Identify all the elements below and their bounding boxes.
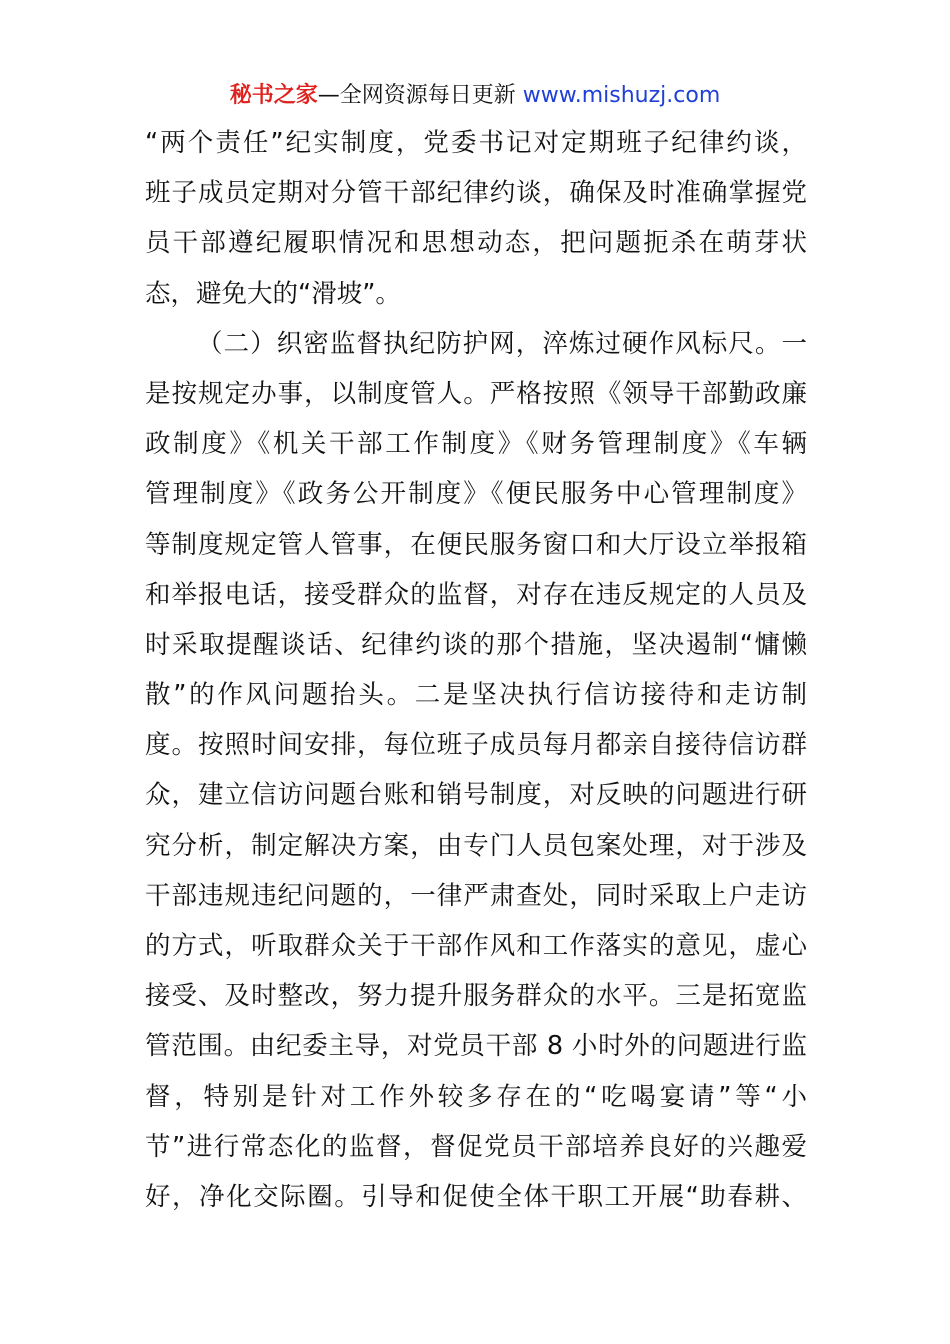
text-line: 是按规定办事，以制度管人。严格按照《领导干部勤政廉 [145,378,807,409]
text-line: 究分析，制定解决方案，由专门人员包案处理，对于涉及 [145,830,807,861]
text-line: 干部违规违纪问题的，一律严肃查处，同时采取上户走访 [145,880,807,911]
text-line: 好，净化交际圈。引导和促使全体干职工开展“助春耕、 [145,1181,807,1212]
text-line: 节”进行常态化的监督，督促党员干部培养良好的兴趣爱 [145,1131,807,1162]
header-tagline: —全网资源每日更新 [317,83,516,108]
brand-name: 秘书之家 [229,83,318,108]
text-line: 班子成员定期对分管干部纪律约谈，确保及时准确掌握党 [145,178,807,209]
text-line: 员干部遵纪履职情况和思想动态，把问题扼杀在萌芽状 [145,228,807,259]
text-line: 等制度规定管人管事，在便民服务窗口和大厅设立举报箱 [145,529,807,560]
document-body [145,118,807,1222]
text-line: 督，特别是针对工作外较多存在的“吃喝宴请”等“小 [145,1081,807,1112]
text-line: 众，建立信访问题台账和销号制度，对反映的问题进行研 [145,780,807,811]
text-line: 管理制度》《政务公开制度》《便民服务中心管理制度》 [145,479,807,510]
paragraph-start-line: （二）织密监督执纪防护网，淬炼过硬作风标尺。一 [197,328,807,359]
text-line: 和举报电话，接受群众的监督，对存在违反规定的人员及 [145,579,807,610]
text-line: “两个责任”纪实制度，党委书记对定期班子纪律约谈， [145,128,807,158]
text-line: 散”的作风问题抬头。二是坚决执行信访接待和走访制 [145,680,807,711]
text-line: 态，避免大的“滑坡”。 [145,278,401,309]
text-line: 度。按照时间安排，每位班子成员每月都亲自接待信访群 [145,730,807,761]
text-line: 管范围。由纪委主导，对党员干部 8 小时外的问题进行监 [145,1031,807,1062]
text-line: 时采取提醒谈话、纪律约谈的那个措施，坚决遏制“慵懒 [145,629,807,660]
website-url: www.mishuzj.com [522,83,721,108]
page-header [0,78,950,114]
text-line: 政制度》《机关干部工作制度》《财务管理制度》《车辆 [145,429,807,460]
text-line: 接受、及时整改，努力提升服务群众的水平。三是拓宽监 [145,981,807,1012]
text-line: 的方式，听取群众关于干部作风和工作落实的意见，虚心 [145,931,807,961]
